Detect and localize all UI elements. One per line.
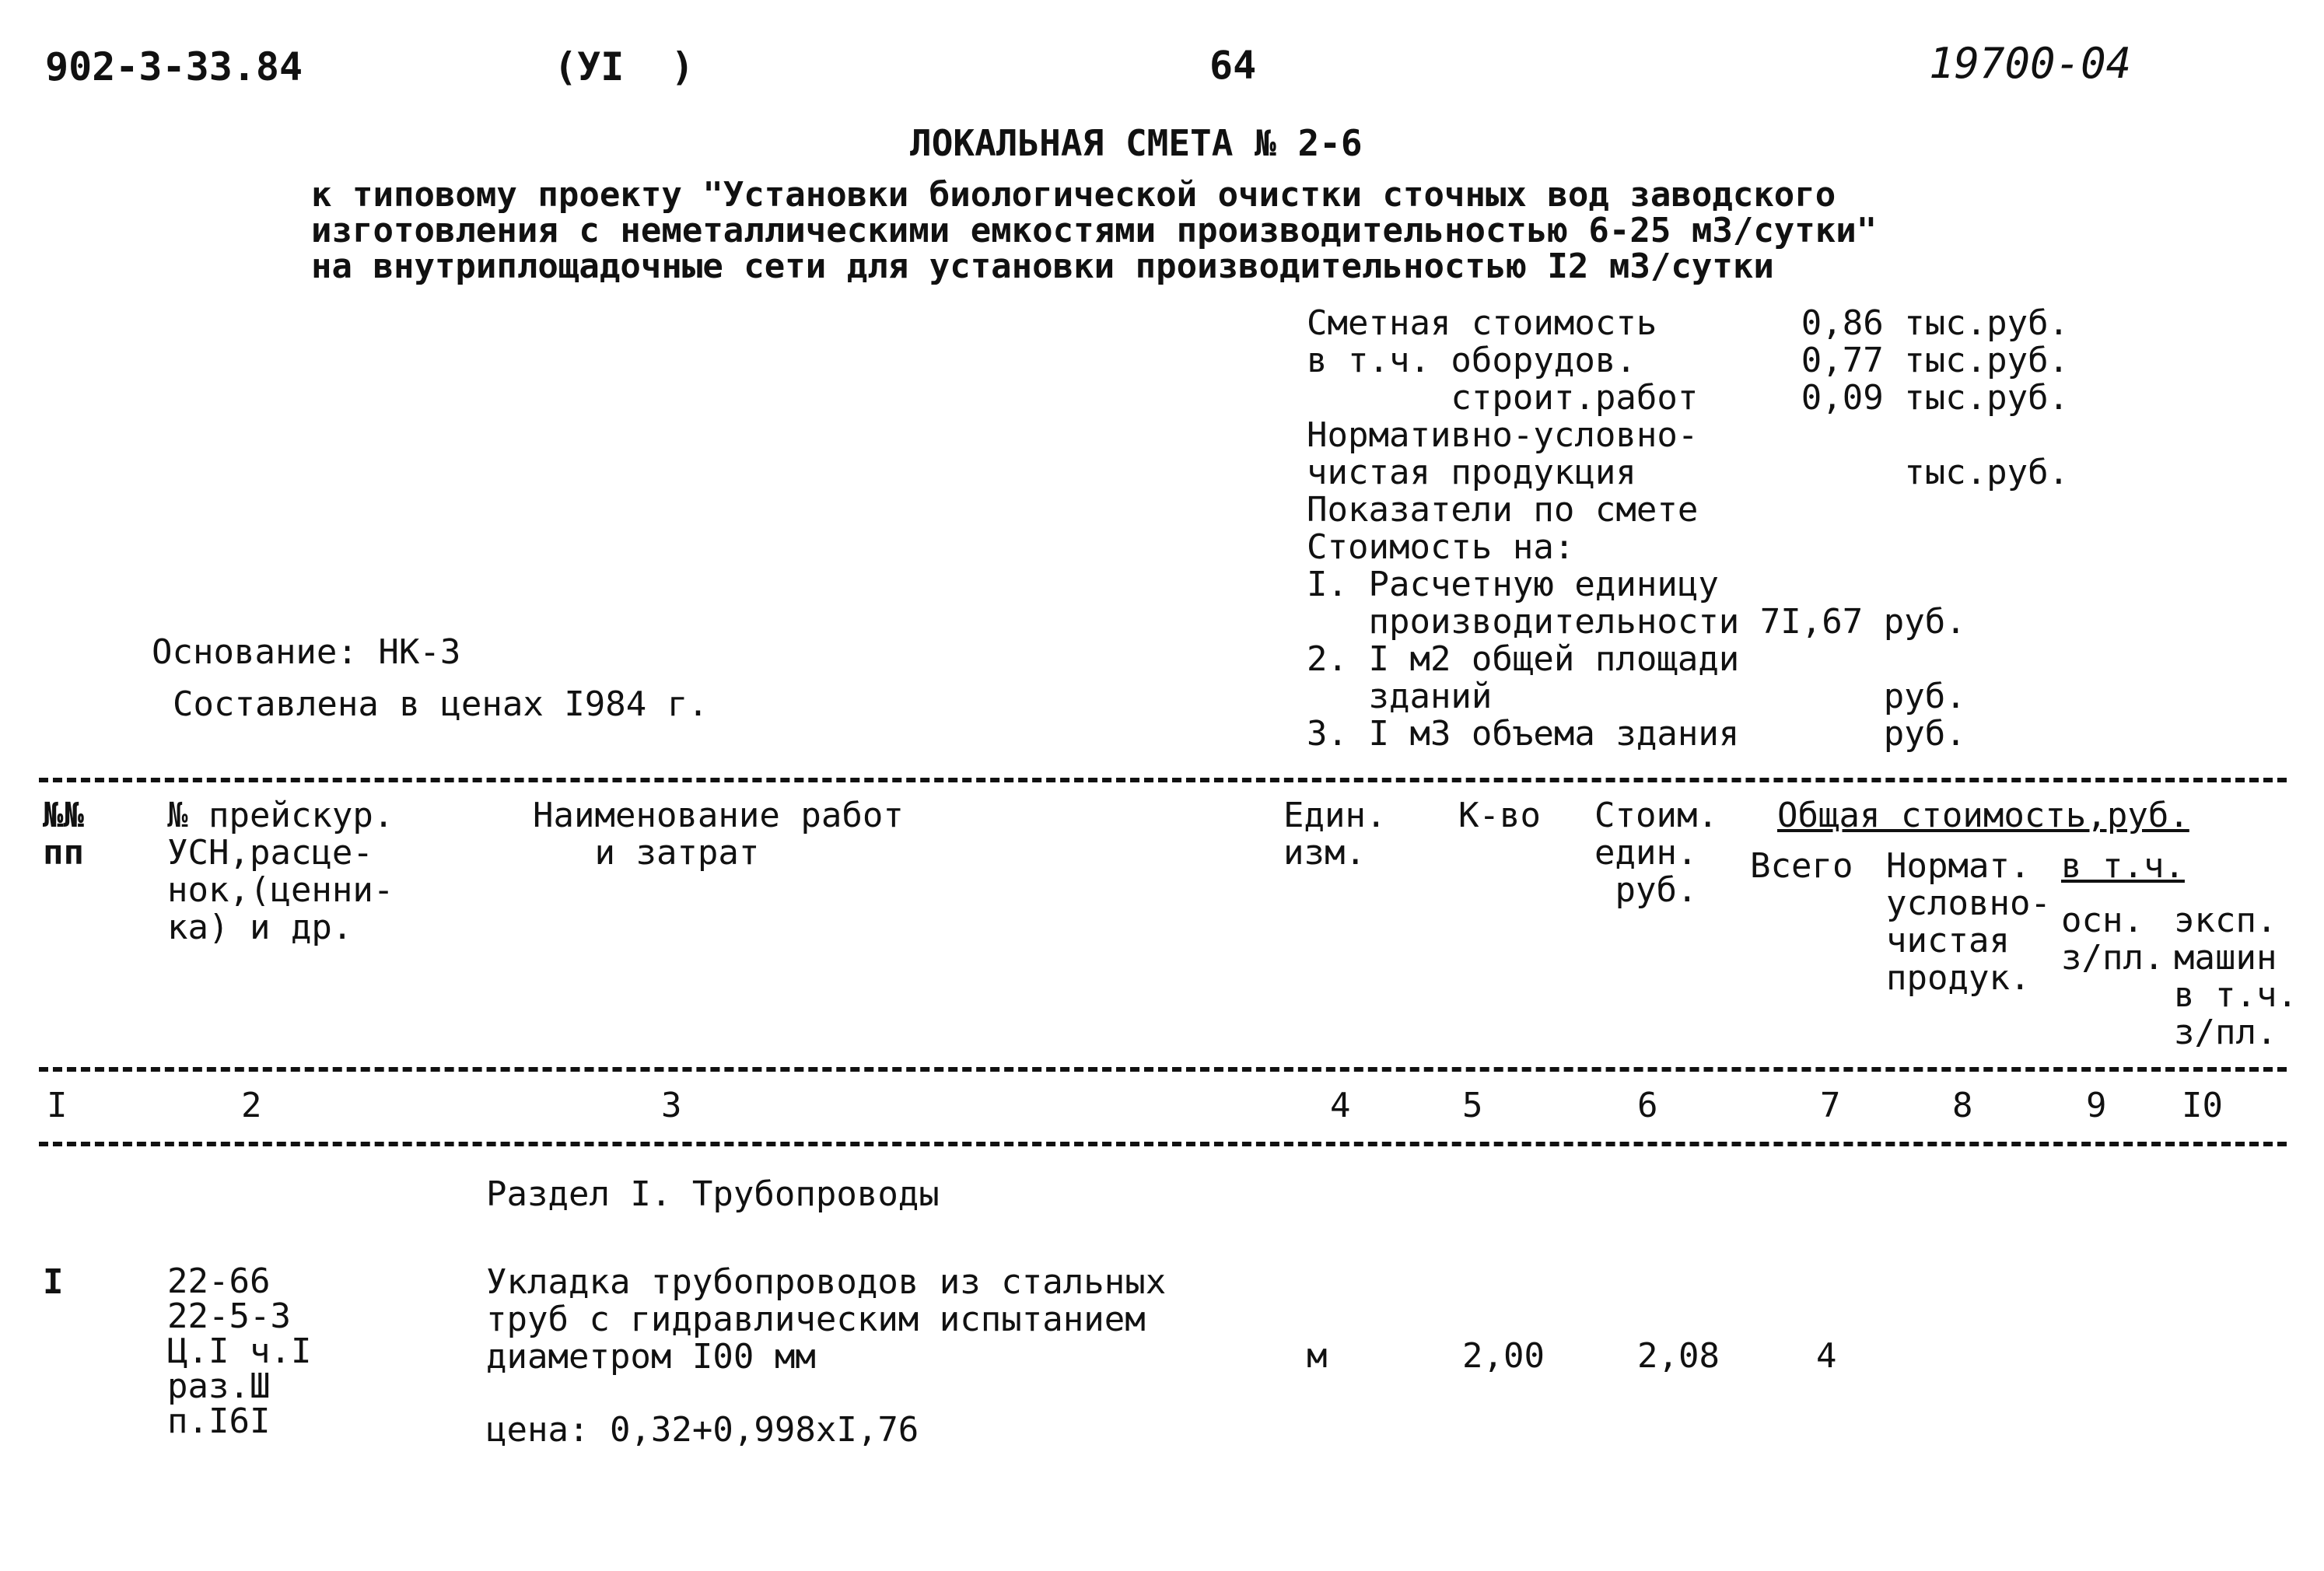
column-number: 7 (1820, 1086, 1841, 1125)
inventory-number: 19700-04 (1929, 39, 2132, 88)
row-total: 4 (1816, 1336, 1837, 1376)
row-number: I (43, 1262, 64, 1302)
column-number: 6 (1637, 1086, 1658, 1125)
header-including-group: в т.ч. (2061, 846, 2185, 886)
header-machine-operation: эксп. машин в т.ч. з/пл. (2174, 901, 2298, 1052)
column-number: 3 (661, 1086, 682, 1125)
row-unit: м (1307, 1336, 1328, 1376)
section-title: Раздел I. Трубопроводы (486, 1174, 940, 1214)
header-bottom-rule (39, 1067, 2287, 1072)
header-total-cost-group: Общая стоимость,руб. (1777, 796, 2189, 835)
price-level: Составлена в ценах I984 г. (173, 684, 709, 724)
column-number: I (47, 1086, 68, 1125)
summary-line: Показатели по смете (1307, 490, 1699, 530)
subtitle-line: к типовому проекту "Установки биологической очистки сточных вод заводского (311, 175, 1836, 215)
row-price-formula: цена: 0,32+0,998хI,76 (486, 1410, 919, 1450)
row-quantity: 2,00 (1462, 1336, 1545, 1376)
estimate-title: ЛОКАЛЬНАЯ СМЕТА № 2-6 (910, 122, 1363, 164)
header-work-name: Наименование работ и затрат (533, 796, 904, 873)
subtitle-line: изготовления с неметаллическими емкостями производительностью 6-25 м3/сутки" (311, 211, 1878, 250)
summary-line: Сметная стоимость 0,86 тыс.руб. (1307, 303, 2070, 343)
header-normative-product: Нормат. условно- чистая продук. (1886, 846, 2051, 998)
summary-line: Стоимость на: (1307, 527, 1575, 567)
cost-summary (1307, 305, 2069, 753)
summary-line: зданий руб. (1307, 677, 1966, 716)
header-row-number: №№ пп (43, 796, 84, 873)
summary-line: 3. I м3 объема здания руб. (1307, 714, 1966, 754)
column-number: I0 (2182, 1086, 2223, 1125)
column-number: 5 (1462, 1086, 1483, 1125)
row-unit-cost: 2,08 (1637, 1336, 1720, 1376)
summary-line: в т.ч. оборудов. 0,77 тыс.руб. (1307, 341, 2070, 380)
summary-line: 2. I м2 общей площади (1307, 639, 1740, 679)
row-price-code: 22-66 22-5-3 Ц.I ч.I раз.Ш п.I6I (167, 1261, 312, 1441)
header-unit: Един. изм. (1283, 796, 1387, 873)
column-number: 9 (2086, 1086, 2107, 1125)
summary-line: производительности 7I,67 руб. (1307, 602, 1966, 642)
page-number: 64 (1209, 43, 1257, 88)
summary-line: Нормативно-условно- (1307, 415, 1699, 455)
row-work-name: Укладка трубопроводов из стальных труб с гидравлическим испытанием диаметром I00 мм (486, 1262, 1167, 1377)
header-quantity: К-во (1458, 796, 1541, 835)
table-top-rule (39, 778, 2287, 782)
summary-line: I. Расчетную единицу (1307, 565, 1719, 604)
header-base-salary: осн. з/пл. (2061, 901, 2165, 978)
column-number: 8 (1952, 1086, 1973, 1125)
estimate-subtitle (311, 177, 1877, 285)
album-number: (УI ) (554, 44, 695, 89)
header-price-code: № прейскур. УСН,расце- нок,(ценни- ка) и др. (167, 796, 394, 947)
document-code: 902-3-33.84 (45, 44, 303, 89)
column-number: 2 (241, 1086, 262, 1125)
column-numbers-rule (39, 1142, 2287, 1146)
summary-line: строит.работ 0,09 тыс.руб. (1307, 378, 2070, 418)
summary-line: чистая продукция тыс.руб. (1307, 453, 2070, 492)
subtitle-line: на внутриплощадочные сети для установки производительностью I2 м3/сутки (311, 247, 1774, 286)
header-unit-cost: Стоим. един. руб. (1594, 796, 1718, 910)
header-total: Всего (1750, 846, 1853, 886)
column-number: 4 (1330, 1086, 1351, 1125)
estimate-basis: Основание: НК-3 (152, 632, 461, 672)
